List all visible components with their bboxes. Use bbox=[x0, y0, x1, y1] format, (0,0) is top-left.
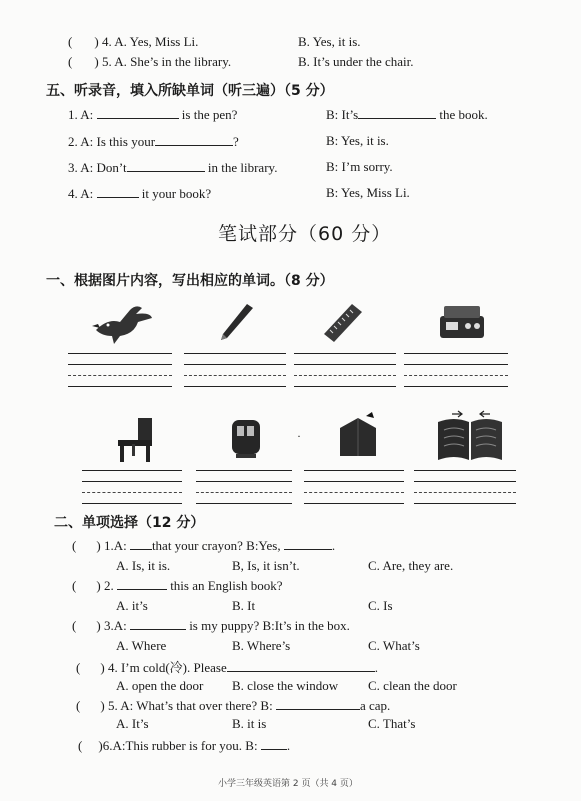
listening-q5-option-b: B. It’s under the chair. bbox=[298, 54, 414, 69]
mc-q3: ( ) 3.A: is my puppy? B:It’s in the box. bbox=[72, 618, 350, 633]
chair-icon bbox=[112, 414, 160, 464]
listening-q4: ( ) 4. A. Yes, Miss Li. bbox=[68, 34, 199, 49]
listening-q5: ( ) 5. A. She’s in the library. bbox=[68, 54, 232, 69]
bird-icon bbox=[90, 300, 156, 346]
mc-q5-opt-c: C. That’s bbox=[368, 716, 416, 731]
written-part-title: 笔试部分（60 分） bbox=[218, 223, 392, 245]
mc-q4-opt-a: A. open the door bbox=[116, 678, 204, 693]
s5-item2-a: 2. A: Is this your ? bbox=[68, 134, 239, 149]
mc-q4: ( ) 4. I’m cold(冷). Please . bbox=[76, 660, 378, 675]
s5-item2-b: B: Yes, it is. bbox=[326, 133, 389, 148]
s5-item4-b: B: Yes, Miss Li. bbox=[326, 185, 410, 200]
ruler-icon bbox=[322, 302, 364, 344]
mc-q4-opt-c: C. clean the door bbox=[368, 678, 457, 693]
pictures-heading: 一、根据图片内容，写出相应的单词。（8 分） bbox=[46, 273, 334, 289]
page-footer: 小学三年级英语第 2 页（共 4 页） bbox=[218, 779, 358, 789]
mc-q2-opt-a: A. it’s bbox=[116, 598, 148, 613]
mc-q2: ( ) 2. this an English book? bbox=[72, 578, 283, 593]
s5-item1-a: 1. A: is the pen? bbox=[68, 107, 238, 122]
mc-q5: ( ) 5. A: What’s that over there? B: a cap. bbox=[76, 698, 391, 713]
mc-q1-opt-b: B, Is, it isn’t. bbox=[232, 558, 300, 573]
listening-q4-option-b: B. Yes, it is. bbox=[298, 34, 361, 49]
pencil-box-icon bbox=[436, 302, 488, 344]
mc-q1-opt-c: C. Are, they are. bbox=[368, 558, 454, 573]
s5-item4-a: 4. A: it your book? bbox=[68, 186, 212, 201]
mirror-icon bbox=[226, 416, 266, 462]
s5-item3-a: 3. A: Don’t in the library. bbox=[68, 160, 278, 175]
bag-icon bbox=[336, 412, 380, 462]
mc-q1: ( ) 1.A: that your crayon? B:Yes, . bbox=[72, 538, 336, 553]
section2-heading: 二、单项选择（12 分） bbox=[54, 515, 205, 531]
mc-q3-opt-c: C. What’s bbox=[368, 638, 420, 653]
mc-q3-opt-a: A. Where bbox=[116, 638, 167, 653]
mc-q5-opt-a: A. It’s bbox=[116, 716, 149, 731]
mc-q3-opt-b: B. Where’s bbox=[232, 638, 291, 653]
mc-q1-opt-a: A. Is, it is. bbox=[116, 558, 171, 573]
mc-q2-opt-b: B. It bbox=[232, 598, 256, 613]
mc-q2-opt-c: C. Is bbox=[368, 598, 393, 613]
mc-q4-opt-b: B. close the window bbox=[232, 678, 339, 693]
dot-mark: · bbox=[297, 429, 301, 443]
s5-item1-b: B: It’s the book. bbox=[326, 107, 488, 122]
mc-q5-opt-b: B. it is bbox=[232, 716, 267, 731]
mc-q6: ( )6.A:This rubber is for you. B: . bbox=[78, 738, 291, 753]
s5-item3-b: B: I’m sorry. bbox=[326, 159, 393, 174]
book-icon bbox=[434, 410, 506, 464]
section5-heading: 五、听录音，填入所缺单词（听三遍）（5 分） bbox=[46, 83, 334, 99]
pen-icon bbox=[215, 300, 255, 346]
